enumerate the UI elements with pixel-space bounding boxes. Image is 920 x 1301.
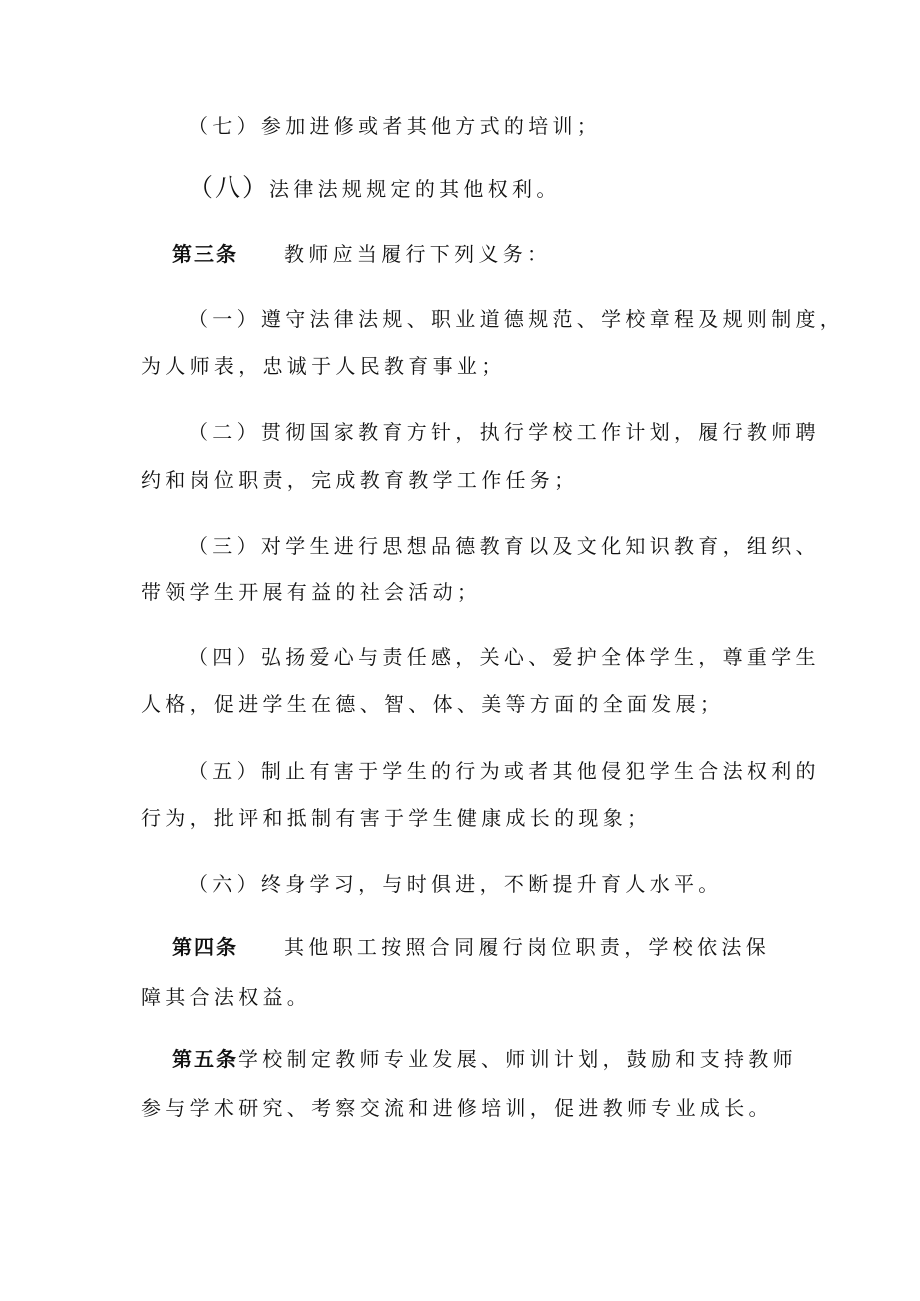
right-item-7: （七）参加进修或者其他方式的培训； xyxy=(188,114,602,138)
duty-3-line-1: （三）对学生进行思想品德教育以及文化知识教育，组织、 xyxy=(188,534,820,558)
article-4-text: 其他职工按照合同履行岗位职责，学校依法保 xyxy=(284,935,770,959)
duty-3-line-2: 带领学生开展有益的社会活动； xyxy=(141,580,482,604)
duty-2-line-1: （二）贯彻国家教育方针，执行学校工作计划，履行教师聘 xyxy=(188,420,820,444)
article-5-label: 第五条 xyxy=(172,1047,238,1071)
article-4-line-2: 障其合法权益。 xyxy=(141,985,312,1009)
item-8-text: 法律法规规定的其他权利。 xyxy=(269,177,561,201)
duty-1-line-1: （一）遵守法律法规、职业道德规范、学校章程及规则制度， xyxy=(188,307,845,331)
duty-5-line-2: 行为，批评和抵制有害于学生健康成长的现象； xyxy=(141,806,652,830)
right-item-8 xyxy=(188,174,561,203)
article-5-text: 学校制定教师专业发展、师训计划，鼓励和支持教师 xyxy=(238,1047,797,1071)
duty-4-line-1: （四）弘扬爱心与责任感，关心、爱护全体学生，尊重学生 xyxy=(188,645,820,669)
article-5-line-1 xyxy=(172,1045,797,1073)
article-3-intro: 教师应当履行下列义务： xyxy=(284,242,552,266)
duty-2-line-2: 约和岗位职责，完成教育教学工作任务； xyxy=(141,468,579,492)
article-3-heading xyxy=(172,240,551,268)
article-3-label: 第三条 xyxy=(172,242,238,266)
article-5-line-2: 参与学术研究、考察交流和进修培训，促进教师专业成长。 xyxy=(141,1096,773,1120)
article-4-line-1 xyxy=(172,933,770,961)
duty-6: （六）终身学习，与时俱进，不断提升育人水平。 xyxy=(188,872,723,896)
item-8-marker: （八） xyxy=(188,173,270,202)
duty-5-line-1: （五）制止有害于学生的行为或者其他侵犯学生合法权利的 xyxy=(188,759,820,783)
duty-4-line-2: 人格，促进学生在德、智、体、美等方面的全面发展； xyxy=(141,692,725,716)
duty-1-line-2: 为人师表，忠诚于人民教育事业； xyxy=(141,354,506,378)
article-4-label: 第四条 xyxy=(172,935,238,959)
